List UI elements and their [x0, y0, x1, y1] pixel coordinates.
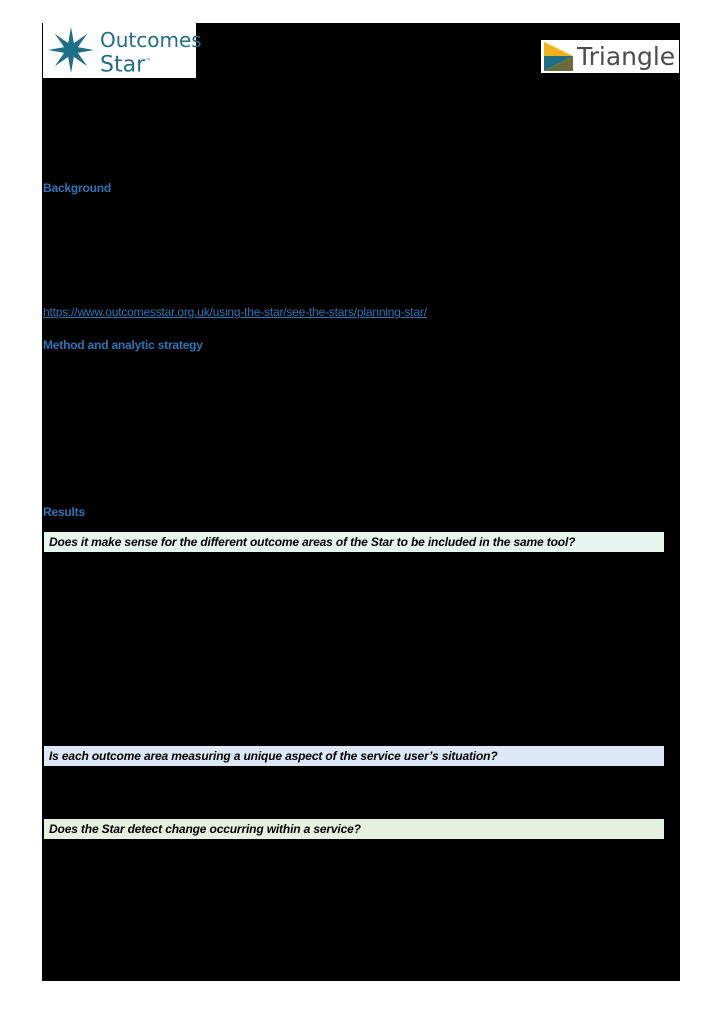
star-icon	[47, 26, 95, 74]
logo-word-outcomes: Outcomes	[100, 28, 202, 52]
question-box-2: Is each outcome area measuring a unique aspect of the service user’s situation?	[44, 746, 664, 766]
trademark-mark: ™	[145, 58, 152, 65]
logo-word-triangle: Triangle	[577, 42, 676, 71]
heading-results: Results	[43, 505, 85, 519]
question-box-3: Does the Star detect change occurring within a service?	[44, 819, 664, 839]
planning-star-link[interactable]: https://www.outcomesstar.org.uk/using-the-star/see-the-stars/planning-star/	[43, 305, 427, 319]
triangle-logo	[541, 40, 679, 73]
triangle-icon	[543, 41, 574, 72]
heading-method: Method and analytic strategy	[43, 338, 203, 352]
heading-background: Background	[43, 181, 112, 195]
logo-word-star: Star™	[100, 52, 152, 78]
question-box-1: Does it make sense for the different outcome areas of the Star to be included in the same tool?	[44, 532, 664, 552]
outcomes-star-logo	[43, 23, 202, 78]
